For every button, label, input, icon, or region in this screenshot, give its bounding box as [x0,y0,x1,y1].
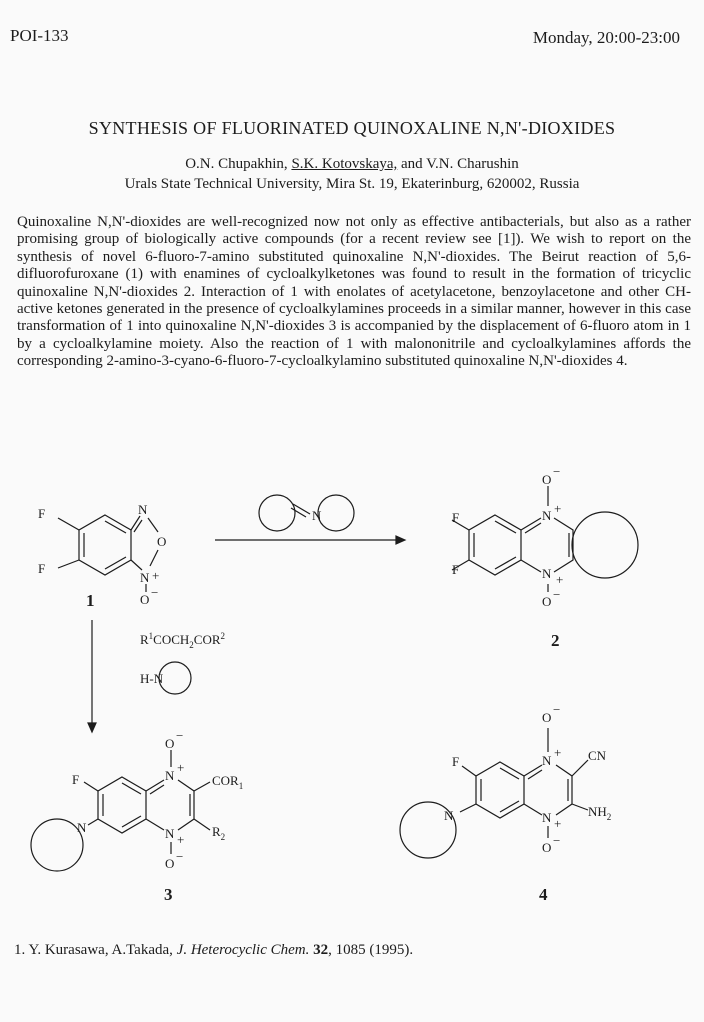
compound-4-structure [400,702,611,904]
atom-f: F [38,506,46,521]
atom-o-minus: O [542,710,552,725]
compound-label-3: 3 [164,885,173,904]
atom-n: N [444,808,454,823]
ref-authors: 1. Y. Kurasawa, A.Takada, [14,942,177,958]
charge-minus: − [553,702,561,717]
ref-journal: J. Heterocyclic Chem. [176,942,310,958]
reaction-scheme [0,460,704,910]
atom-n: N [77,820,87,835]
atom-n-plus: N [165,826,175,841]
charge-minus: − [553,833,561,848]
atom-f: F [452,754,460,769]
session-time: Monday, 20:00-23:00 [532,28,680,47]
atom-o-minus: O [542,840,552,855]
atom-n: N [138,502,148,517]
atom-n-plus: N [542,810,552,825]
paper-title: SYNTHESIS OF FLUORINATED QUINOXALINE N,N'-DIOXIDES [88,118,616,138]
atom-hn: H-N [140,671,164,686]
compound-label-4: 4 [539,885,548,904]
atom-f: F [38,561,46,576]
atom-o-minus: O [165,856,175,871]
reagent-ketone: $R^1COCH_2COR^2$ [140,631,226,650]
atom-n-plus: N [165,768,175,783]
charge-plus: + [554,816,562,831]
compound-2-structure [452,464,638,650]
affiliation: Urals State Technical University, Mira St. 19, Ekaterinburg, 620002, Russia [124,176,580,192]
arrowhead-icon [396,536,405,544]
atom-f: F [452,562,460,577]
substituent-cor1: $COR_1$ [212,773,244,791]
charge-plus: + [554,501,562,516]
author-3: and V.N. Charushin [397,156,519,172]
compound-label-2: 2 [551,631,560,650]
author-2: S.K. Kotovskaya, [291,156,398,172]
authors [0,156,704,173]
atom-o-minus: O [165,736,175,751]
atom-n-plus: N [542,753,552,768]
author-1: O.N. Chupakhin, [185,156,292,172]
charge-minus: − [553,464,561,479]
charge-minus: − [176,849,184,864]
compound-1-structure [38,502,166,610]
charge-plus: + [556,572,564,587]
footnote-reference [14,942,413,959]
compound-3-structure [31,728,243,904]
ref-pages-year: , 1085 (1995). [328,942,414,958]
enamine-reagent [259,495,354,531]
atom-o-minus: O [542,594,552,609]
charge-minus: − [553,587,561,602]
charge-minus: − [176,728,184,743]
charge-plus: + [152,568,160,583]
amine-reagent [140,662,191,694]
charge-plus: + [177,760,185,775]
atom-n-plus: N [140,570,150,585]
substituent-r2: $R_2$ [212,824,226,842]
atom-n-plus: N [542,508,552,523]
substituent-nh2: $NH_2$ [588,804,612,822]
atom-f: F [452,510,460,525]
atom-n-plus: N [542,566,552,581]
atom-o: O [157,534,167,549]
atom-o-minus: O [140,592,150,607]
ref-volume: 32 [309,942,329,958]
charge-minus: − [151,585,159,600]
atom-n: N [312,508,322,523]
substituent-cn: CN [588,748,607,763]
arrowhead-icon [88,723,96,732]
charge-plus: + [177,832,185,847]
compound-label-1: 1 [86,591,95,610]
abstract-text: Quinoxaline N,N'-dioxides are well-recognized now not only as effective antibacterials, but also as a rather promising group of biologically active compounds (for a recent review see [1]). We wish to report on the synthesis of novel 6-fluoro-7-amino substituted quinoxaline N,N'-dioxides. The Beirut reaction of 5,6-difluorofuroxane (1) with enamines of cycloalkylketones was found to result in the formation of tricyclic quinoxaline N,N'-dioxides 2. Interaction of 1 with enolates of acetylacetone, benzoylacetone and other CH-active ketones generated in the presence of cycloalkylamines proceeds in a similar manner, however in this case transformation of 1 into quinoxaline N,N'-dioxides 3 is accompanied by the displacement of 6-fluoro atom in 1 by a cycloalkylamine moiety. Also the reaction of 1 with malononitrile and cycloalkylamines affords the corresponding 2-amino-3-cyano-6-fluoro-7-cycloalkylamino substituted quinoxaline N,N'-dioxides 4. [17,214,691,370]
atom-f: F [72,772,80,787]
poster-code: POI-133 [10,26,69,45]
atom-o-minus: O [542,472,552,487]
charge-plus: + [554,745,562,760]
